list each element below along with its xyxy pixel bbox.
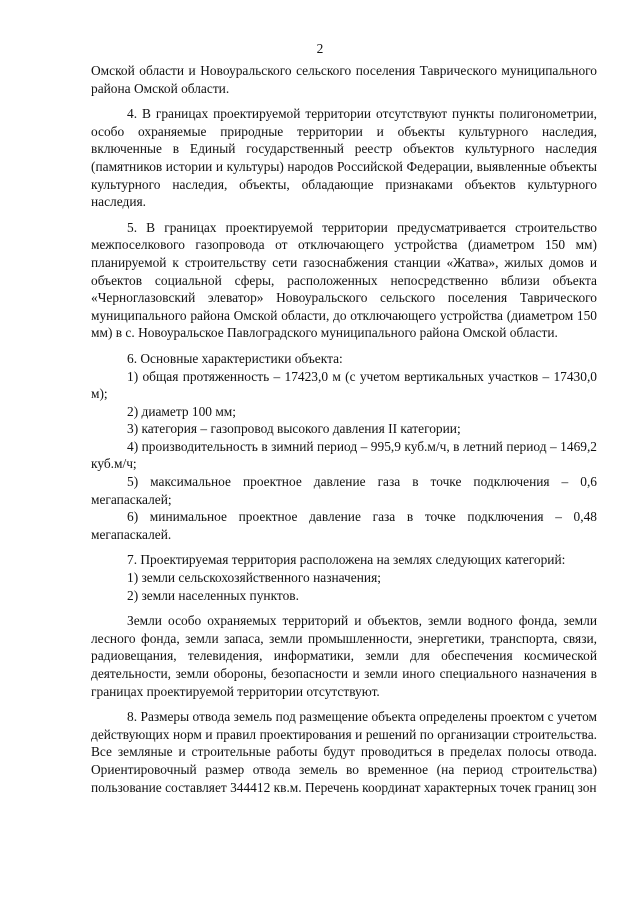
list-item-min-pressure: 6) минимальное проектное давление газа в точке подключения – 0,48 мегапаскалей. [91, 509, 597, 542]
list-item-agricultural-land: 1) земли сельскохозяйственного назначения; [127, 570, 381, 586]
page-number: 2 [316, 41, 324, 56]
paragraph-item-7: 7. Проектируемая территория расположена на землях следующих категорий: [127, 552, 566, 568]
list-item-settlement-land: 2) земли населенных пунктов. [127, 587, 299, 603]
list-item-capacity: 4) производительность в зимний период – 995,9 куб.м/ч, в летний период – 1469,2 куб.м/ч; [91, 438, 597, 472]
list-item-diameter: 2) диаметр 100 мм; [127, 403, 237, 419]
paragraph-item-8: 8. Размеры отвода земель под размещение объекта определены проектом с учетом действующих норм и правил проектирования и решений по организации строительства. Все земляные и строительные работы будут проводиться в пределах полосы отвода. Ориентировочный размер отвода земель во временное (на период строительства) пользование составляет 344412 кв.м. Перечень координат характерных точек границ зон [91, 709, 597, 795]
list-item-category: 3) категория – газопровод высокого давления II категории; [127, 421, 461, 437]
document-body [91, 62, 597, 796]
paragraph-item-4: 4. В границах проектируемой территории отсутствуют пункты полигонометрии, особо охраняемые природные территории и объекты культурного наследия, включенные в Единый государственный реестр объектов культурного наследия (памятников истории и культуры) народов Российской Федерации, выявленные объекты культурного наследия, объекты, обладающие признаками объектов культурного наследия. [91, 106, 597, 210]
paragraph-land-categories-absent: Земли особо охраняемых территорий и объектов, земли водного фонда, земли лесного фонда, земли запаса, земли промышленности, энергетики, транспорта, связи, радиовещания, телевидения, информатики, земли для обеспечения космической деятельности, земли обороны, безопасности и земли иного специального назначения в границах проектируемой территории отсутствуют. [91, 613, 597, 699]
list-item-length: 1) общая протяженность – 17423,0 м (с учетом вертикальных участков – 17430,0 м); [91, 368, 597, 402]
paragraph-continuation: Омской области и Новоуральского сельского поселения Таврического муниципального района Омской области. [91, 63, 597, 96]
paragraph-item-6: 6. Основные характеристики объекта: [127, 350, 343, 366]
paragraph-item-5: 5. В границах проектируемой территории предусматривается строительство межпоселкового газопровода от отключающего устройства (диаметром 150 мм) планируемой к строительству сети газоснабжения станции «Жатва», жилых домов и объектов социальной сферы, расположенных непосредственно вблизи объекта «Черноглазовский элеватор» Новоуральского сельского поселения Таврического муниципального района Омской области, до отключающего устройства (диаметром 150 мм) в с. Новоуральское Павлоградского муниципального района Омской области. [91, 219, 597, 341]
list-item-max-pressure: 5) максимальное проектное давление газа в точке подключения – 0,6 мегапаскалей; [91, 474, 597, 507]
